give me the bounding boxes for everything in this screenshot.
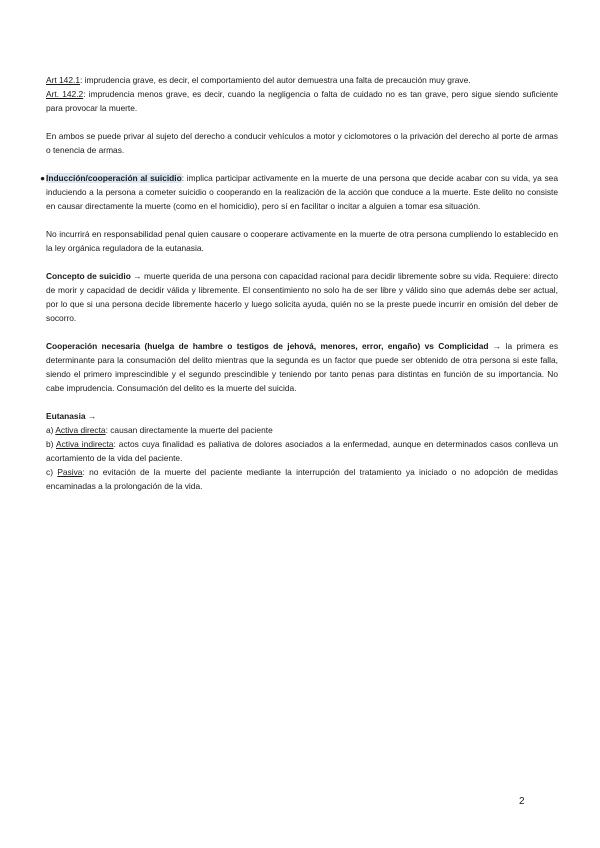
art-142-2-paragraph (46, 87, 558, 115)
art-142-2-text: : imprudencia menos grave, es decir, cuando la negligencia o falta de cuidado no es tan grave, pero sigue siendo suficiente para provocar la muerte. (46, 89, 558, 113)
art-142-2-ref: Art. 142.2 (46, 89, 84, 99)
item-term: Activa indirecta (56, 439, 114, 449)
item-prefix: a) (46, 425, 56, 435)
euthanasia-heading (46, 409, 558, 423)
item-prefix: c) (46, 467, 58, 477)
art-142-1-paragraph (46, 73, 558, 87)
item-prefix: b) (46, 439, 56, 449)
induction-paragraph (40, 171, 558, 213)
induction-term: Inducción/cooperación al suicidio (46, 173, 182, 183)
euthanasia-arrow: → (85, 411, 97, 421)
item-term: Activa directa (55, 425, 106, 435)
art-142-1-ref: Art 142.1 (46, 75, 80, 85)
suicide-concept-term: Concepto de suicidio (46, 271, 131, 281)
euthanasia-title: Eutanasia (46, 411, 86, 421)
item-term: Pasiva (57, 467, 83, 477)
page-number: 2 (519, 796, 525, 807)
item-text: : actos cuya finalidad es paliativa de dolores asociados a la enfermedad, aunque en determinados casos conlleva un acortamiento de la vida del paciente. (46, 439, 558, 463)
cooperation-text: → la primera es determinante para la consumación del delito mientras que la segunda es un factor que puede ser obtenido de otra persona si este falla, siendo el primero imprescindible y el segundo prescindible y teniendo por tanto penas para distintas en función de su importancia. No cabe imprudencia. Consumación del delito es la muerte del suicida. (46, 341, 559, 393)
item-text: : causan directamente la muerte del paciente (105, 425, 273, 435)
bullet-icon: ● (40, 173, 46, 183)
euthanasia-item-a (46, 423, 558, 437)
euthanasia-item-c (46, 465, 558, 493)
no-liability-paragraph: No incurrirá en responsabilidad penal quien causare o cooperare activamente en la muerte de otra persona cumpliendo lo establecido en la ley orgánica reguladora de la eutanasia. (46, 229, 558, 253)
art-142-1-text: : imprudencia grave, es decir, el comportamiento del autor demuestra una falta de precaución muy grave. (80, 75, 471, 85)
cooperation-term: Cooperación necesaria (huelga de hambre o testigos de jehová, menores, error, engaño) vs Complicidad (46, 341, 489, 351)
suicide-concept-paragraph (46, 269, 558, 325)
privation-paragraph: En ambos se puede privar al sujeto del derecho a conducir vehículos a motor y ciclomotores o la privación del derecho al porte de armas o tenencia de armas. (46, 131, 558, 155)
item-text: : no evitación de la muerte del paciente mediante la interrupción del tratamiento ya iniciado o no adopción de medidas encaminadas a la prolongación de la vida. (46, 467, 558, 491)
cooperation-paragraph (46, 339, 558, 395)
induction-text: : implica participar activamente en la muerte de una persona que decide acabar con su vida, ya sea induciendo a la persona a cometer suicidio o cooperando en la realización de la acción que conduce a la muerte. Este delito no consiste en causar directamente la muerte (como en el homicidio), pero sí en facilitar o incitar a alguien a tomar esa situación. (46, 173, 558, 211)
suicide-concept-text: → muerte querida de una persona con capacidad racional para decidir libremente sobre su vida. Requiere: directo de morir y capacidad de decidir válida y libremente. El consentimiento no solo ha de ser libre y válido sino que además debe ser actual, por lo que si una persona decide libremente hacerlo y luego solicita ayuda, quién no se la preste puede incurrir en omisión del deber de socorro. (46, 271, 558, 323)
document-body (40, 73, 559, 493)
euthanasia-item-b (46, 437, 558, 465)
